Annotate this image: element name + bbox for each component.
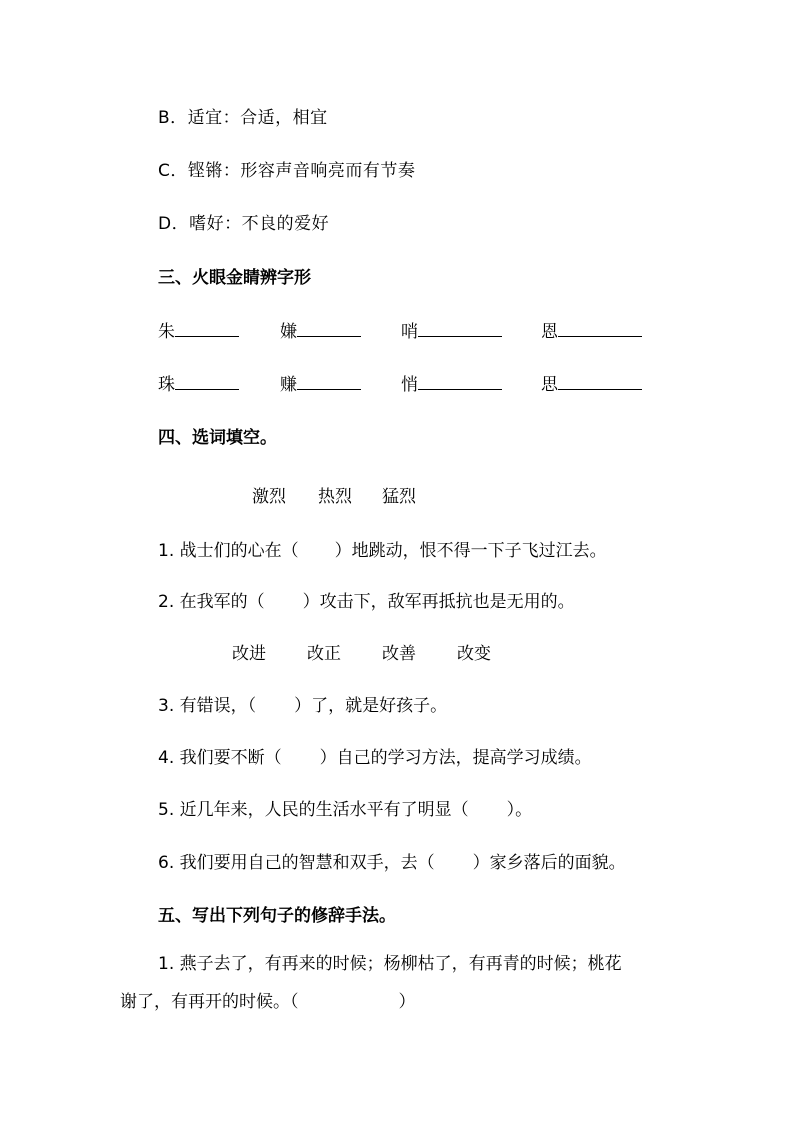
char-item (158, 321, 239, 343)
question-5-1-line-1 (158, 953, 622, 975)
question-text-after: ）了，就是好孩子。 (294, 696, 448, 716)
question-text-before: 战士们的心在（ (179, 541, 299, 561)
char-item (541, 374, 642, 396)
question-text-after: ）家乡落后的面貌。 (472, 853, 626, 873)
question-4-5 (158, 799, 532, 821)
question-5-1-line-2 (120, 991, 416, 1013)
question-text-before: 我们要用自己的智慧和双手，去（ (179, 853, 435, 873)
option-b: B．适宜：合适，相宜 (158, 108, 328, 128)
char-label: 哨 (401, 322, 418, 342)
answer-blank[interactable] (418, 388, 502, 390)
char-item (401, 321, 502, 343)
question-number: 4. (158, 748, 175, 768)
answer-blank[interactable] (558, 388, 642, 390)
question-text-before: 有错误，（ (179, 696, 257, 716)
question-text-before: 近几年来，人民的生活水平有了明显（ (179, 800, 469, 820)
char-item (280, 321, 361, 343)
char-item (280, 374, 361, 396)
question-text-after: ）自己的学习方法，提高学习成绩。 (319, 748, 592, 768)
question-4-3 (158, 695, 447, 717)
question-number: 1. (158, 954, 175, 974)
char-item (541, 321, 642, 343)
question-number: 5. (158, 800, 175, 820)
section-4-title: 四、选词填空。 (158, 428, 277, 448)
question-4-4 (158, 747, 592, 769)
word-option: 猛烈 (382, 487, 416, 507)
char-label: 珠 (158, 375, 175, 395)
question-text-after: ）地跳动，恨不得一下子飞过江去。 (334, 541, 607, 561)
char-item (401, 374, 502, 396)
word-option: 激烈 (252, 487, 286, 507)
section-3-title: 三、火眼金睛辨字形 (158, 268, 311, 288)
question-text-after: ）攻击下，敌军再抵抗也是无用的。 (302, 592, 575, 612)
question-4-1 (158, 540, 607, 562)
question-number: 6. (158, 853, 175, 873)
question-text-before: 我们要不断（ (179, 748, 282, 768)
section-5-title: 五、写出下列句子的修辞手法。 (158, 906, 396, 926)
option-d: D．嗜好：不良的爱好 (158, 214, 330, 234)
answer-blank[interactable] (175, 335, 239, 337)
word-option: 改善 (382, 644, 416, 664)
answer-blank[interactable] (297, 335, 361, 337)
question-4-6 (158, 852, 626, 874)
char-label: 朱 (158, 322, 175, 342)
closing-paren: ） (398, 992, 416, 1012)
question-text-before: 在我军的（ (179, 592, 265, 612)
question-number: 3. (158, 696, 175, 716)
answer-blank[interactable] (418, 335, 502, 337)
answer-blank[interactable] (297, 388, 361, 390)
word-option: 改进 (232, 644, 266, 664)
char-label: 思 (541, 375, 558, 395)
char-label: 赚 (280, 375, 297, 395)
char-label: 恩 (541, 322, 558, 342)
word-option: 改正 (307, 644, 341, 664)
question-number: 2. (158, 592, 175, 612)
char-item (158, 374, 239, 396)
char-label: 悄 (401, 375, 418, 395)
answer-blank[interactable] (558, 335, 642, 337)
question-text: 燕子去了，有再来的时候；杨柳枯了，有再青的时候；桃花 (179, 954, 622, 974)
question-number: 1. (158, 541, 175, 561)
word-option: 改变 (457, 644, 491, 664)
option-c: C．铿锵：形容声音响亮而有节奏 (158, 161, 416, 181)
char-label: 嫌 (280, 322, 297, 342)
question-text-after: ）。 (506, 800, 533, 820)
word-option: 热烈 (318, 487, 352, 507)
question-4-2 (158, 591, 575, 613)
answer-blank[interactable] (175, 388, 239, 390)
question-text: 谢了，有再开的时候。（ (120, 992, 299, 1012)
